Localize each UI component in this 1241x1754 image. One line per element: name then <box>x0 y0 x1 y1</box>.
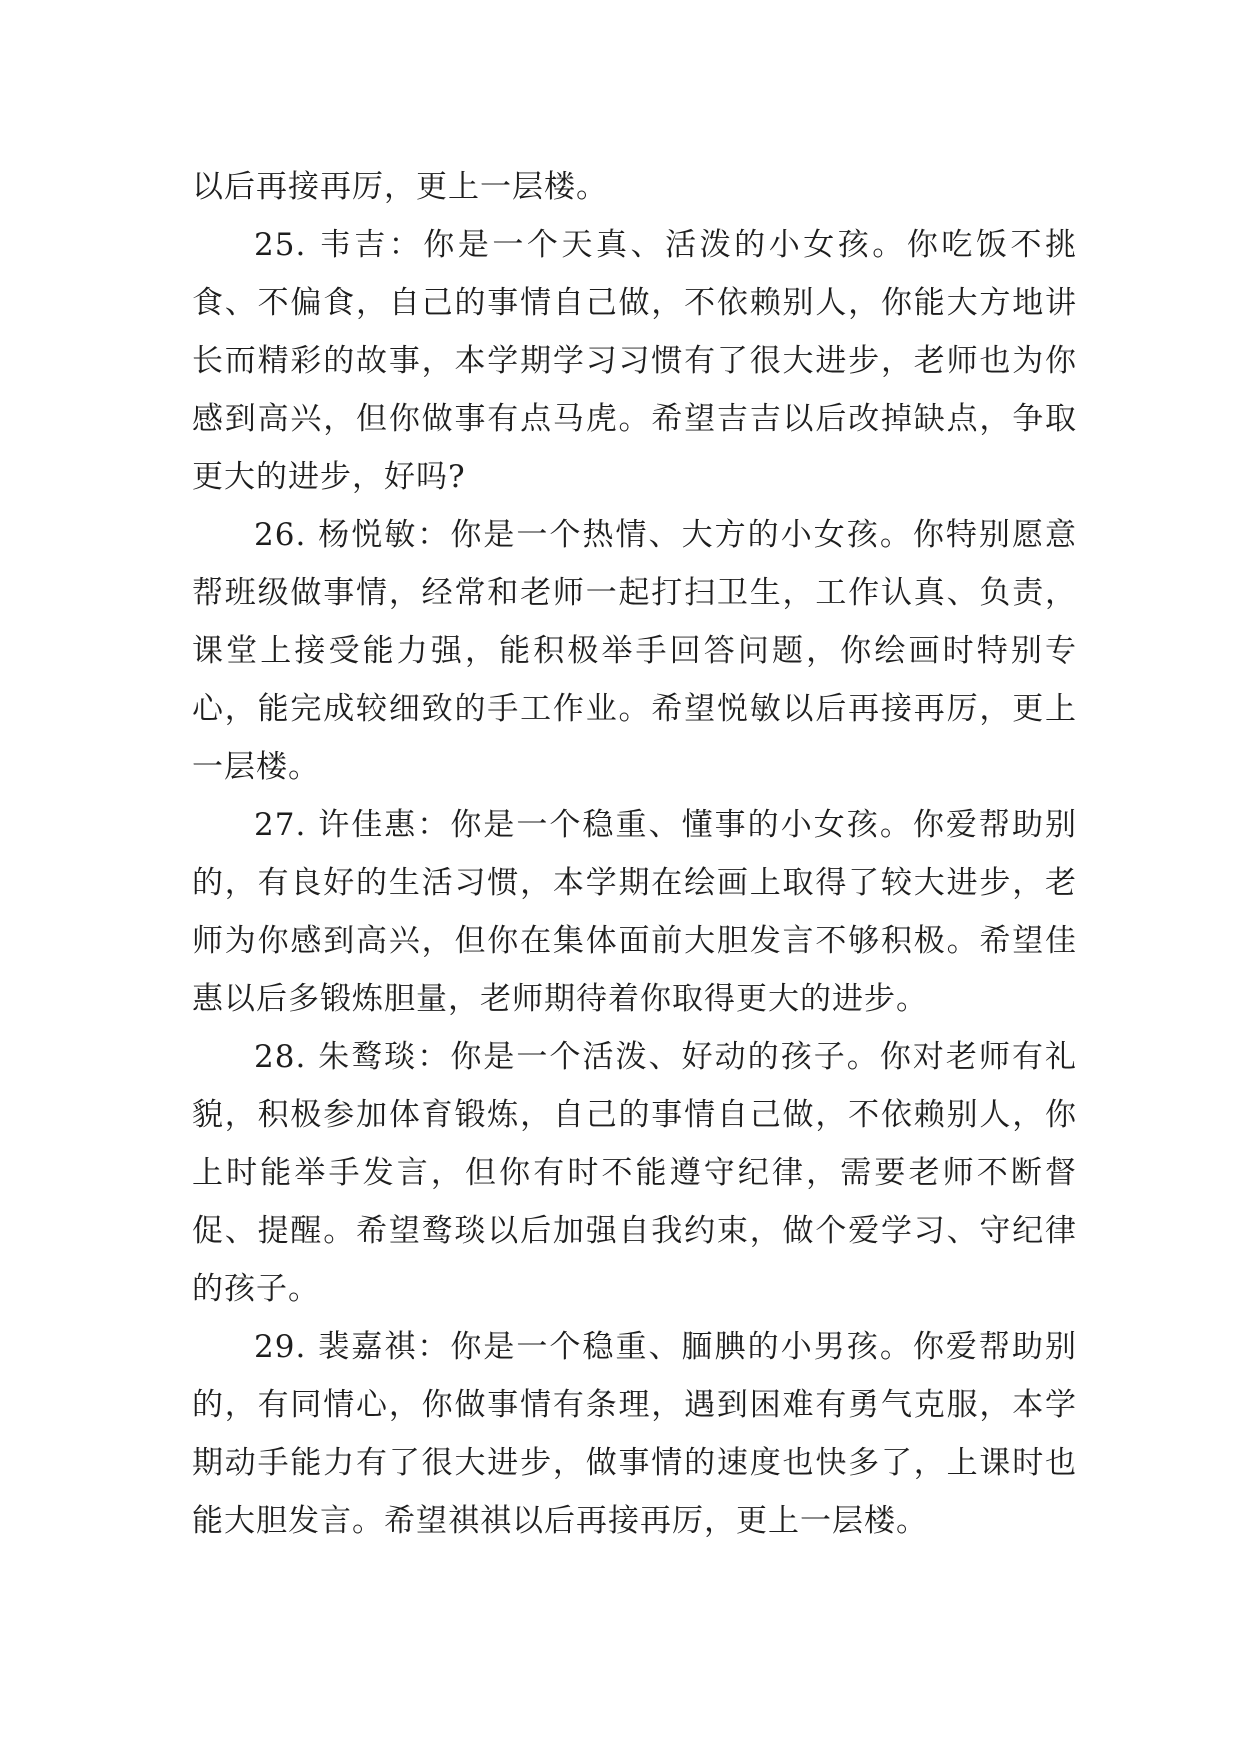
paragraph-comment-25: 25. 韦吉：你是一个天真、活泼的小女孩。你吃饭不挑食、不偏食，自己的事情自己做，不依赖别人，你能大方地讲长而精彩的故事，本学期学习习惯有了很大进步，老师也为你感到高兴，但你做事有点马虎。希望吉吉以后改掉缺点，争取更大的进步，好吗? <box>192 227 1077 495</box>
paragraph-comment-26: 26. 杨悦敏：你是一个热情、大方的小女孩。你特别愿意帮班级做事情，经常和老师一起打扫卫生，工作认真、负责，课堂上接受能力强，能积极举手回答问题，你绘画时特别专心，能完成较细致的手工作业。希望悦敏以后再接再厉，更上一层楼。 <box>192 517 1077 785</box>
paragraph-comment-29: 29. 裴嘉祺：你是一个稳重、腼腆的小男孩。你爱帮助别的，有同情心，你做事情有条理，遇到困难有勇气克服，本学期动手能力有了很大进步，做事情的速度也快多了，上课时也能大胆发言。希望祺祺以后再接再厉，更上一层楼。 <box>192 1329 1077 1539</box>
document-body <box>192 158 1077 1550</box>
paragraph-comment-28: 28. 朱鹜琰：你是一个活泼、好动的孩子。你对老师有礼貌，积极参加体育锻炼，自己的事情自己做，不依赖别人，你上时能举手发言，但你有时不能遵守纪律，需要老师不断督促、提醒。希望鹜琰以后加强自我约束，做个爱学习、守纪律的孩子。 <box>192 1039 1077 1307</box>
paragraph-continuation: 以后再接再厉，更上一层楼。 <box>192 169 608 205</box>
paragraph-comment-27: 27. 许佳惠：你是一个稳重、懂事的小女孩。你爱帮助别的，有良好的生活习惯，本学期在绘画上取得了较大进步，老师为你感到高兴，但你在集体面前大胆发言不够积极。希望佳惠以后多锻炼胆量，老师期待着你取得更大的进步。 <box>192 807 1077 1017</box>
